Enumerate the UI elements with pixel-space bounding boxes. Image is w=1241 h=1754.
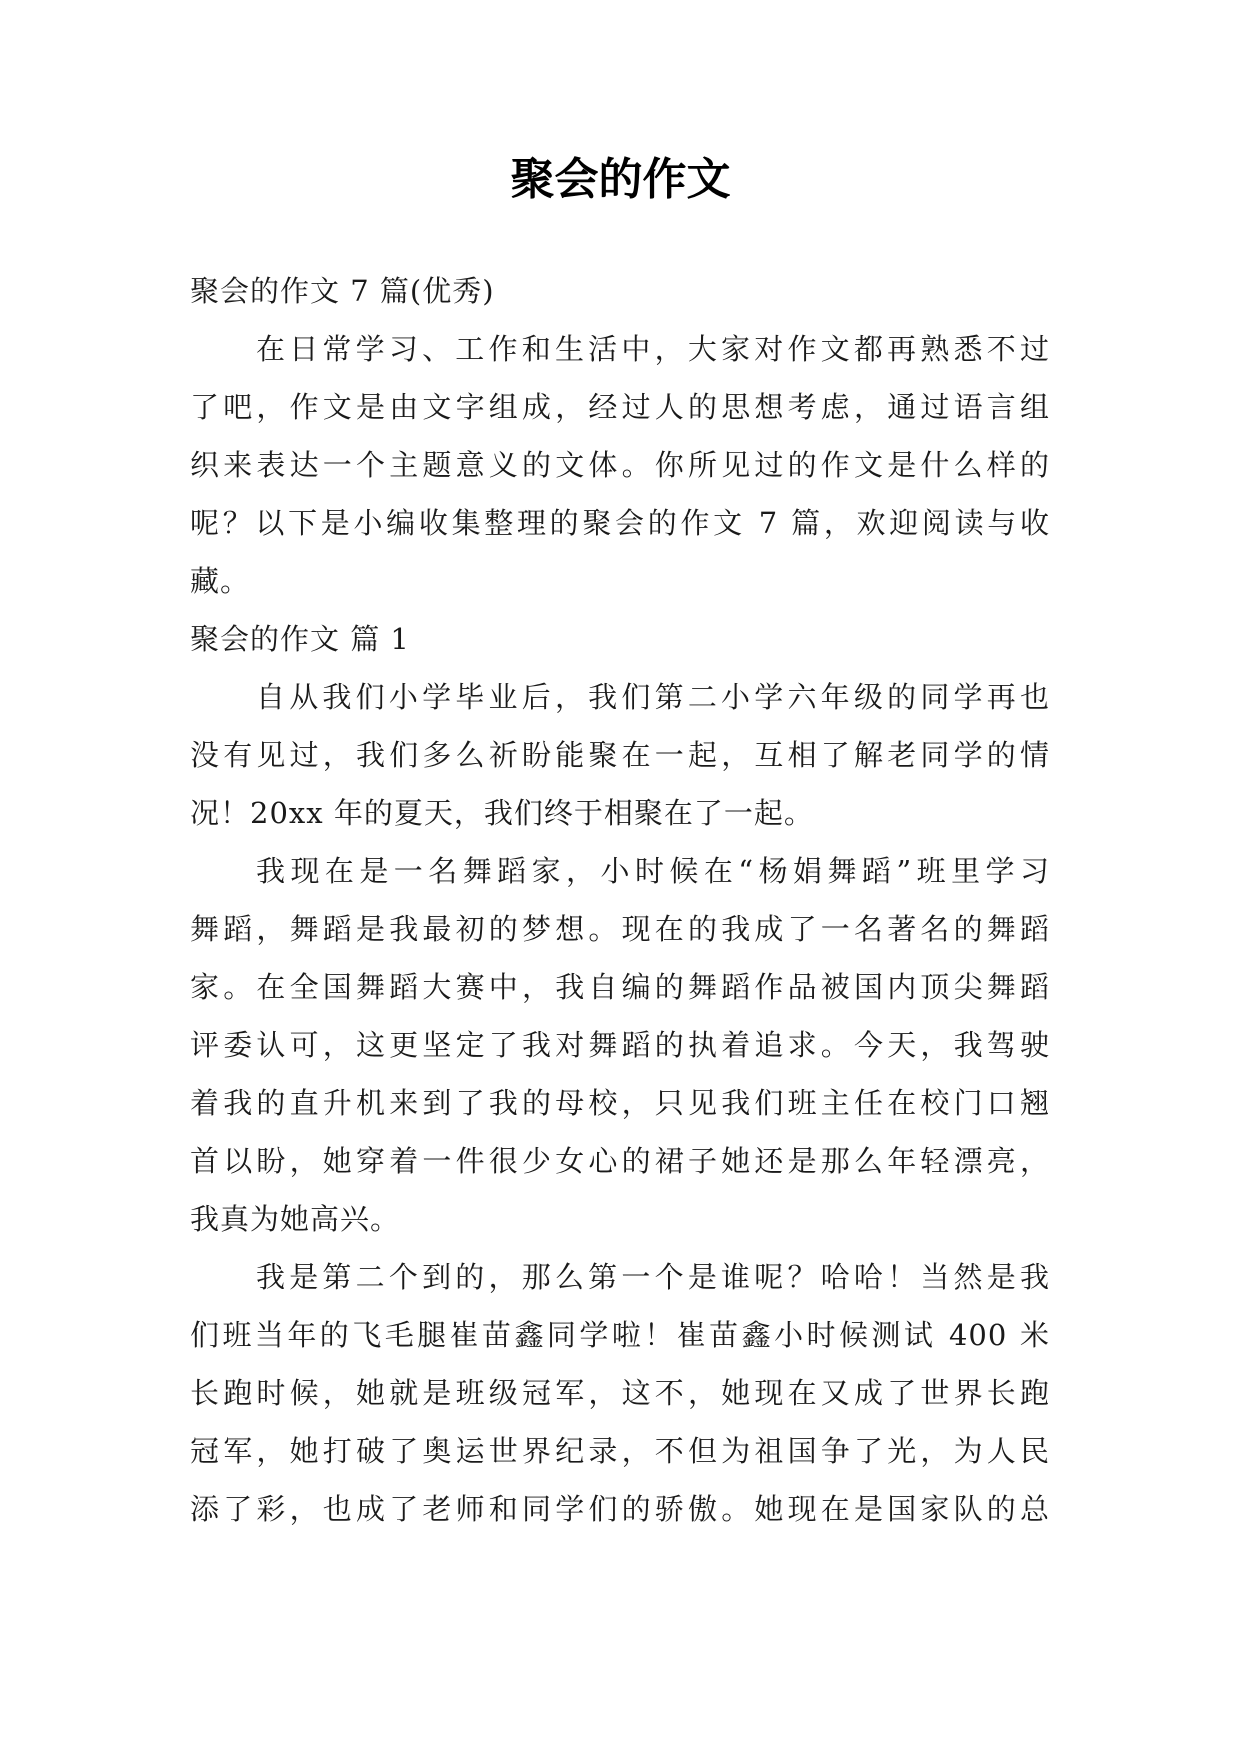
text-line: 我现在是一名舞蹈家，小时候在“杨娟舞蹈”班里学习 [256,854,1050,888]
text-line: 在日常学习、工作和生活中，大家对作文都再熟悉不过 [256,332,1050,366]
text-line: 织来表达一个主题意义的文体。你所见过的作文是什么样的 [190,448,1050,482]
text-line: 添了彩，也成了老师和同学们的骄傲。她现在是国家队的总 [190,1492,1050,1526]
document-title: 聚会的作文 [510,154,731,205]
paragraph-2 [190,842,1050,1248]
paragraph-1 [190,668,1050,842]
text-line: 家。在全国舞蹈大赛中，我自编的舞蹈作品被国内顶尖舞蹈 [190,970,1050,1004]
text-line: 况！20xx 年的夏天，我们终于相聚在了一起。 [190,796,814,830]
text-line: 自从我们小学毕业后，我们第二小学六年级的同学再也 [256,680,1050,714]
text-line: 着我的直升机来到了我的母校，只见我们班主任在校门口翘 [190,1086,1050,1120]
intro-paragraph [190,320,1050,610]
subtitle: 聚会的作文 7 篇(优秀) [190,274,495,308]
document-body [190,262,1050,1538]
text-line: 冠军，她打破了奥运世界纪录，不但为祖国争了光，为人民 [190,1434,1050,1468]
text-line: 藏。 [190,564,251,598]
text-line: 没有见过，我们多么祈盼能聚在一起，互相了解老同学的情 [190,738,1050,772]
section-heading: 聚会的作文 篇 1 [190,622,410,656]
text-line: 了吧，作文是由文字组成，经过人的思想考虑，通过语言组 [190,390,1050,424]
text-line: 舞蹈，舞蹈是我最初的梦想。现在的我成了一名著名的舞蹈 [190,912,1050,946]
text-line: 首以盼，她穿着一件很少女心的裙子她还是那么年轻漂亮， [190,1144,1050,1178]
text-line: 呢？以下是小编收集整理的聚会的作文 7 篇，欢迎阅读与收 [190,506,1050,540]
text-line: 我是第二个到的，那么第一个是谁呢？哈哈！当然是我 [256,1260,1050,1294]
text-line: 我真为她高兴。 [190,1202,401,1236]
text-line: 评委认可，这更坚定了我对舞蹈的执着追求。今天，我驾驶 [190,1028,1050,1062]
paragraph-3 [190,1248,1050,1538]
text-line: 们班当年的飞毛腿崔苗鑫同学啦！崔苗鑫小时候测试 400 米 [190,1318,1050,1352]
text-line: 长跑时候，她就是班级冠军，这不，她现在又成了世界长跑 [190,1376,1050,1410]
